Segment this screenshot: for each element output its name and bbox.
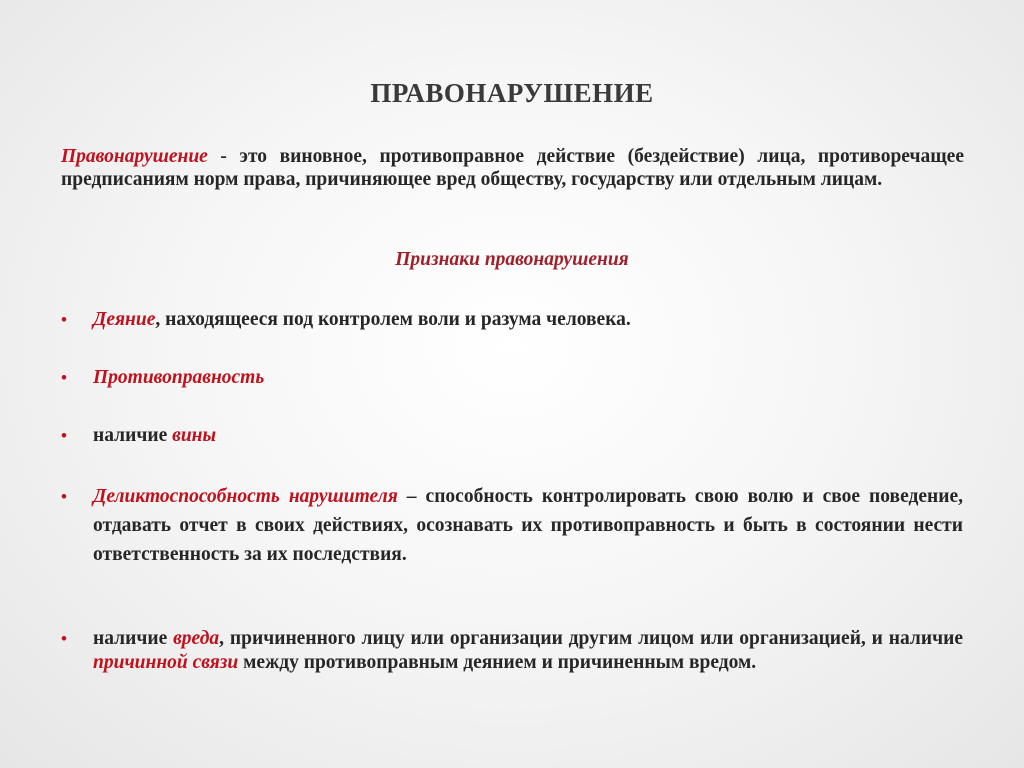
slide-title: ПРАВОНАРУШЕНИЕ — [370, 78, 654, 108]
list-item-harm — [61, 627, 963, 675]
bullet-dot-icon: • — [61, 487, 67, 506]
bullet-term-2: причинной связи — [93, 652, 239, 673]
definition-text: - это виновное, противоправное действие (бездействие) лица, противоречащее предписаниям норм права, причиняющее вред обществу, государству или отдельным лицам. — [61, 146, 964, 190]
bullet-middle: , причиненного лицу или организации другим лицом или организацией, и наличие — [219, 628, 963, 649]
list-item-guilt — [61, 424, 963, 448]
list-item-act — [61, 308, 963, 332]
bullet-term: вины — [172, 425, 217, 446]
bullet-dot-icon: • — [61, 629, 67, 648]
list-item-delictual-capacity — [61, 482, 963, 569]
bullet-dot-icon: • — [61, 426, 67, 445]
bullet-term: вреда — [173, 628, 220, 649]
bullet-dot-icon: • — [61, 368, 67, 387]
signs-subtitle: Признаки правонарушения — [395, 249, 629, 270]
bullet-text: между противоправным деянием и причиненным вредом. — [238, 652, 757, 673]
bullet-text: – способность контролировать свою волю и свое поведение, отдавать отчет в своих действиях, осознавать их противоправность и быть в состоянии нести ответственность за их последствия. — [93, 486, 963, 565]
bullet-dot-icon: • — [61, 310, 67, 329]
bullet-prefix: наличие — [93, 628, 174, 649]
bullet-text: , находящееся под контролем воли и разума человека. — [155, 309, 631, 330]
bullet-term: Деликтоспособность нарушителя — [93, 486, 398, 507]
definition-term: Правонарушение — [61, 146, 208, 167]
list-item-unlawfulness — [61, 366, 963, 390]
definition-paragraph — [61, 145, 964, 191]
bullet-prefix: наличие — [93, 425, 173, 446]
bullet-term: Деяние — [93, 309, 156, 330]
bullet-term: Противоправность — [93, 367, 265, 388]
